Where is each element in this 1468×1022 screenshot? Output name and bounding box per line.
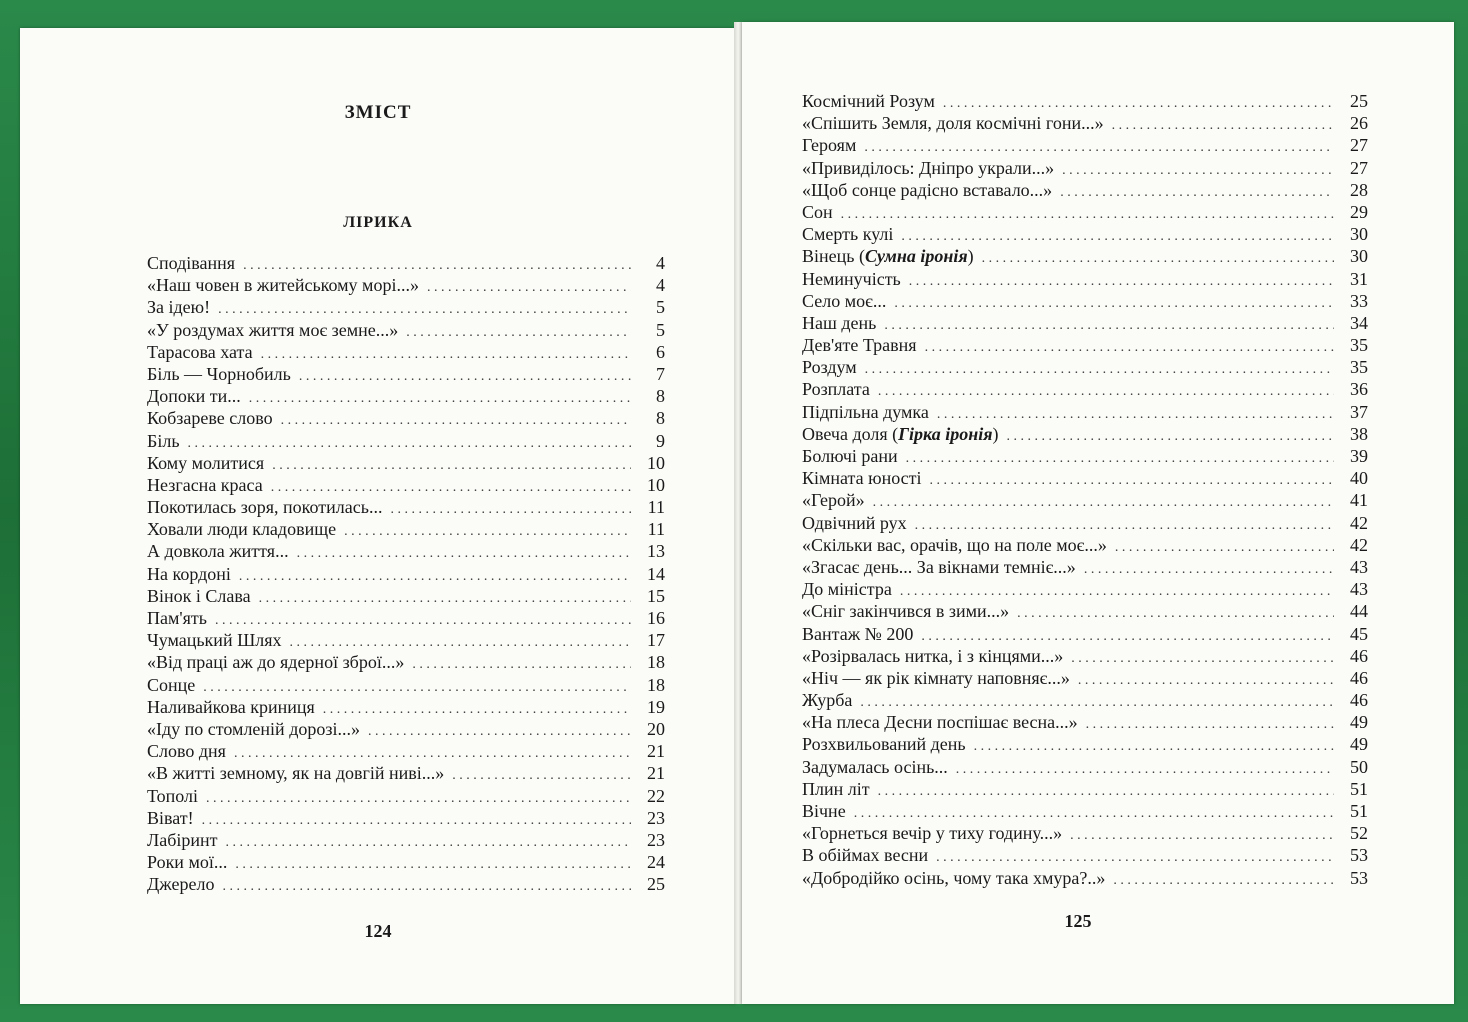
toc-entry-subtitle: Гірка іронія (898, 423, 993, 444)
toc-entry-page: 50 (1350, 756, 1368, 777)
toc-entry-title: Тарасова хата (147, 341, 253, 362)
toc-entry-title: Біль (147, 430, 180, 451)
toc-entry-page: 8 (656, 386, 665, 407)
toc-entry (802, 268, 1368, 290)
toc-entry-page: 5 (656, 319, 665, 340)
toc-entry-title: Вінок і Слава (147, 585, 251, 606)
toc-entry-page: 30 (1350, 246, 1368, 267)
toc-entry-page: 5 (656, 297, 665, 318)
toc-entry-title: «Добродійко осінь, чому така хмура?..» (802, 867, 1106, 888)
toc-entry-title: Задумалась осінь... (802, 756, 948, 777)
toc-entry-page: 30 (1350, 224, 1368, 245)
dot-leader (222, 876, 631, 898)
dot-leader (202, 810, 631, 832)
toc-entry (147, 540, 665, 562)
toc-entry (802, 600, 1368, 622)
toc-entry (147, 696, 665, 718)
toc-entry (147, 341, 665, 363)
toc-entry-page: 26 (1350, 113, 1368, 134)
toc-entry-page: 39 (1350, 446, 1368, 466)
toc-entry-page: 33 (1350, 290, 1368, 311)
toc-entry-title: Героям (802, 135, 857, 156)
toc-entry-page: 42 (1350, 512, 1368, 533)
toc-entry-page: 35 (1350, 335, 1368, 356)
dot-leader (873, 492, 1334, 514)
toc-entry-page: 51 (1350, 801, 1368, 821)
toc-entry-page: 40 (1350, 468, 1368, 489)
toc-entry-page: 28 (1350, 179, 1368, 200)
dot-leader (390, 499, 631, 521)
toc-entry-title: Тополі (147, 785, 199, 806)
toc-entry (802, 556, 1368, 578)
toc-entry-title: Сонце (147, 674, 196, 695)
toc-entry (147, 607, 665, 629)
toc-entry-page: 11 (647, 497, 665, 518)
toc-entry-page: 13 (647, 541, 665, 562)
toc-entry-title: «Привиділось: Дніпро украли...» (802, 157, 1055, 178)
toc-entry-title: Болючі рани (802, 446, 898, 466)
toc-entry-title: «Розірвалась нитка, і з кінцями...» (802, 645, 1064, 666)
dot-leader (930, 470, 1334, 492)
toc-entry-page: 53 (1350, 845, 1368, 866)
toc-entry-title: «Сніг закінчився в зими...» (802, 601, 1010, 622)
toc-entry-title: «Іду по стомленій дорозі...» (147, 718, 360, 739)
toc-entry (147, 274, 665, 296)
toc-entry-title: В обіймах весни (802, 845, 929, 866)
dot-leader (1071, 648, 1334, 670)
toc-entry (147, 563, 665, 585)
toc-entry (802, 689, 1368, 711)
toc-entry (147, 785, 665, 807)
toc-entry-title: «Ніч — як рік кімнату наповняє...» (802, 667, 1070, 688)
toc-entry-title: «Горнеться вечір у тиху годину...» (802, 823, 1063, 844)
toc-entry-title: «Спішить Земля, доля космічні гони...» (802, 113, 1104, 134)
toc-entry-page: 38 (1350, 423, 1368, 444)
toc-entry-title: «Згасає день... За вікнами темніє...» (802, 556, 1076, 577)
toc-entry-page: 20 (647, 718, 665, 739)
toc-entry-page: 18 (647, 674, 665, 695)
dot-leader (1078, 670, 1334, 692)
dot-leader (235, 854, 631, 876)
toc-entry-title: Біль — Чорнобиль (147, 363, 291, 384)
toc-entry-page: 53 (1350, 867, 1368, 888)
toc-entry-page: 14 (647, 563, 665, 584)
toc-entry (802, 223, 1368, 245)
toc-entry-title: Вінець (Сумна іронія) (802, 246, 974, 267)
toc-entry-page: 21 (647, 741, 665, 762)
dot-leader (344, 521, 631, 543)
dot-leader (297, 543, 631, 565)
toc-entry (147, 829, 665, 851)
toc-entry-page: 11 (647, 519, 665, 540)
dot-leader (1062, 160, 1334, 182)
toc-entry-title: Неминучість (802, 268, 901, 289)
dot-leader (323, 699, 631, 721)
dot-leader (427, 277, 631, 299)
toc-entry-page: 15 (647, 585, 665, 606)
toc-entry-title: Віват! (147, 807, 194, 828)
dot-leader (1113, 870, 1334, 892)
dot-leader (249, 388, 631, 410)
toc-entry-title: Космічний Розум (802, 91, 935, 111)
toc-entry-page: 25 (1350, 91, 1368, 111)
toc-entry-title: За ідею! (147, 297, 211, 318)
dot-leader (452, 765, 631, 787)
toc-entry-page: 46 (1350, 645, 1368, 666)
toc-entry-title: «Герой» (802, 490, 865, 511)
toc-entry (802, 312, 1368, 334)
toc-entry-title: Лабіринт (147, 829, 218, 850)
toc-entry (802, 157, 1368, 179)
toc-entry (147, 585, 665, 607)
dot-leader (281, 410, 631, 432)
toc-entry (802, 90, 1368, 112)
toc-entry-page: 37 (1350, 401, 1368, 422)
toc-entry (802, 423, 1368, 445)
dot-leader (206, 788, 631, 810)
toc-entry (147, 740, 665, 762)
dot-leader (406, 322, 631, 344)
toc-entry-title: На кордоні (147, 563, 231, 584)
toc-entry (802, 645, 1368, 667)
toc-entry (147, 296, 665, 318)
toc-entry-page: 44 (1350, 601, 1368, 622)
toc-entry-page: 46 (1350, 690, 1368, 711)
toc-entry (147, 807, 665, 829)
toc-entry (802, 867, 1368, 889)
toc-entry (147, 430, 665, 452)
contents-title: ЗМІСТ (344, 102, 412, 123)
toc-entry (147, 873, 665, 895)
toc-entry (147, 407, 665, 429)
toc-entry-page: 43 (1350, 556, 1368, 577)
dot-leader (259, 588, 631, 610)
toc-entry-page: 21 (647, 763, 665, 784)
toc-entry-title: Розхвильований день (802, 734, 966, 755)
dot-leader (1060, 182, 1334, 204)
toc-entry-title: Джерело (147, 874, 215, 895)
dot-leader (974, 736, 1334, 758)
toc-entry-title: Пам'ять (147, 608, 207, 628)
toc-entry (802, 844, 1368, 866)
dot-leader (878, 781, 1334, 803)
dot-leader (261, 344, 631, 366)
toc-entry (147, 474, 665, 496)
toc-entry-title: Роки мої... (147, 852, 228, 873)
toc-entry (802, 179, 1368, 201)
toc-entry (802, 112, 1368, 134)
toc-entry-page: 10 (647, 452, 665, 473)
dot-leader (1084, 559, 1334, 581)
toc-entry (802, 578, 1368, 600)
toc-entry-title: Кому молитися (147, 452, 265, 473)
toc-entry-title: Незгасна краса (147, 474, 263, 495)
toc-entry-title: Ховали люди кладовище (147, 519, 337, 540)
toc-entry (802, 534, 1368, 556)
toc-entry (802, 778, 1368, 800)
toc-entry (147, 252, 665, 274)
toc-entry (147, 385, 665, 407)
toc-entry-page: 23 (647, 829, 665, 850)
dot-leader (1006, 426, 1334, 448)
toc-entry (147, 518, 665, 540)
toc-entry (147, 718, 665, 740)
toc-entry-title: Сподівання (147, 253, 236, 273)
toc-entry-page: 49 (1350, 734, 1368, 755)
toc-entry (147, 851, 665, 873)
toc-entry-page: 4 (656, 275, 665, 296)
toc-entry-subtitle: Сумна іронія (864, 246, 968, 267)
page-number-left: 124 (364, 921, 392, 941)
toc-entry-title: Овеча доля (Гірка іронія) (802, 423, 999, 444)
toc-entry-title: Село моє... (802, 290, 887, 311)
dot-leader (925, 337, 1334, 359)
toc-entry (802, 800, 1368, 822)
dot-leader (865, 359, 1334, 381)
dot-leader (299, 366, 631, 388)
dot-leader (956, 759, 1334, 781)
toc-entry-title: Підпільна думка (802, 401, 929, 422)
toc-entry-title: Наш день (802, 312, 877, 333)
toc-entry-title: «Скільки вас, орачів, що на поле моє...» (802, 534, 1107, 555)
dot-leader (1115, 537, 1334, 559)
toc-entry-page: 6 (656, 341, 665, 362)
toc-entry-title: Смерть кулі (802, 224, 894, 245)
toc-entry-title: Вантаж № 200 (802, 623, 914, 644)
toc-entry-page: 29 (1350, 201, 1368, 222)
toc-entry (147, 496, 665, 518)
toc-entry-page: 7 (656, 363, 665, 384)
toc-entry-title: «В житті земному, як на довгій ниві...» (147, 763, 445, 784)
toc-entry-page: 27 (1350, 135, 1368, 156)
toc-entry-title: До міністра (802, 579, 892, 600)
toc-entry-title: «Від праці аж до ядерної зброї...» (147, 652, 405, 673)
toc-entry (147, 629, 665, 651)
toc-entry-title: Плин літ (802, 778, 870, 799)
toc-entry-page: 4 (656, 253, 665, 273)
dot-leader (412, 654, 631, 676)
toc-entry-title: Наливайкова криниця (147, 696, 315, 717)
toc-entry-title: Покотилась зоря, покотилась... (147, 497, 383, 518)
toc-entry (802, 445, 1368, 467)
toc-entry (802, 489, 1368, 511)
toc-entry-title: Допоки ти... (147, 386, 241, 407)
dot-leader (272, 455, 631, 477)
toc-list-right (802, 90, 1368, 889)
toc-entry (147, 452, 665, 474)
toc-entry-title: Слово дня (147, 741, 226, 762)
toc-entry-title: «Наш човен в житейському морі...» (147, 275, 419, 296)
toc-entry-page: 19 (647, 696, 665, 717)
toc-entry (147, 651, 665, 673)
toc-entry-page: 36 (1350, 379, 1368, 400)
left-page (20, 28, 736, 1004)
toc-entry-page: 45 (1350, 623, 1368, 644)
toc-entry (802, 245, 1368, 267)
toc-entry-page: 22 (647, 785, 665, 806)
toc-entry (802, 334, 1368, 356)
toc-entry (802, 467, 1368, 489)
toc-entry-page: 27 (1350, 157, 1368, 178)
toc-entry-page: 34 (1350, 312, 1368, 333)
toc-entry (147, 363, 665, 385)
toc-entry-page: 8 (656, 408, 665, 429)
toc-entry-title: Одвічний рух (802, 512, 907, 533)
toc-entry-title: Кобзареве слово (147, 408, 273, 429)
dot-leader (878, 381, 1334, 403)
toc-entry (802, 822, 1368, 844)
toc-entry-page: 10 (647, 474, 665, 495)
toc-entry (802, 290, 1368, 312)
toc-entry (147, 762, 665, 784)
toc-entry (802, 623, 1368, 645)
toc-entry-title: «У роздумах життя моє земне...» (147, 319, 399, 340)
toc-entry-page: 51 (1350, 778, 1368, 799)
toc-entry-page: 35 (1350, 357, 1368, 378)
toc-entry-title: «На плеса Десни поспішає весна...» (802, 712, 1078, 733)
toc-entry-title: Вічне (802, 801, 846, 821)
right-page (742, 22, 1454, 1004)
dot-leader (1112, 115, 1334, 137)
toc-entry (147, 319, 665, 341)
dot-leader (226, 832, 632, 854)
toc-entry (802, 667, 1368, 689)
toc-entry-page: 25 (647, 874, 665, 895)
dot-leader (239, 566, 631, 588)
toc-entry (802, 401, 1368, 423)
toc-entry-page: 41 (1350, 490, 1368, 511)
dot-leader (894, 293, 1334, 315)
dot-leader (906, 448, 1334, 470)
toc-entry (802, 378, 1368, 400)
toc-entry-title: А довкола життя... (147, 541, 289, 562)
toc-entry (147, 674, 665, 696)
dot-leader (1017, 603, 1334, 625)
dot-leader (368, 721, 631, 743)
toc-entry-page: 31 (1350, 268, 1368, 289)
dot-leader (1070, 825, 1334, 847)
toc-list-left (147, 252, 665, 895)
toc-entry-page: 24 (647, 852, 665, 873)
toc-entry (802, 356, 1368, 378)
toc-entry-page: 49 (1350, 712, 1368, 733)
toc-entry-title: Чумацький Шлях (147, 630, 282, 651)
dot-leader (1086, 714, 1334, 736)
toc-entry-title: Дев'яте Травня (802, 335, 917, 356)
toc-entry (802, 201, 1368, 223)
toc-entry (802, 733, 1368, 755)
toc-entry-page: 18 (647, 652, 665, 673)
toc-entry-page: 46 (1350, 667, 1368, 688)
section-heading: ЛІРИКА (343, 214, 413, 231)
toc-entry (802, 756, 1368, 778)
toc-entry-page: 43 (1350, 579, 1368, 600)
toc-entry-page: 52 (1350, 823, 1368, 844)
toc-entry-title: Журба (802, 690, 853, 711)
dot-leader (982, 248, 1334, 270)
toc-entry (802, 512, 1368, 534)
toc-entry (802, 134, 1368, 156)
toc-entry-page: 16 (647, 608, 665, 628)
dot-leader (884, 315, 1334, 337)
toc-entry-title: Кімната юності (802, 468, 922, 489)
dot-leader (909, 271, 1334, 293)
toc-entry-title: Розплата (802, 379, 870, 400)
toc-entry-page: 17 (647, 630, 665, 651)
toc-entry-page: 23 (647, 807, 665, 828)
dot-leader (841, 204, 1334, 226)
toc-entry-page: 9 (656, 430, 665, 451)
toc-entry-title: Сон (802, 201, 833, 222)
toc-entry-title: Роздум (802, 357, 857, 378)
toc-entry-page: 42 (1350, 534, 1368, 555)
toc-entry (802, 711, 1368, 733)
page-number-right: 125 (1064, 911, 1092, 931)
toc-entry-title: «Щоб сонце радісно вставало...» (802, 179, 1053, 200)
